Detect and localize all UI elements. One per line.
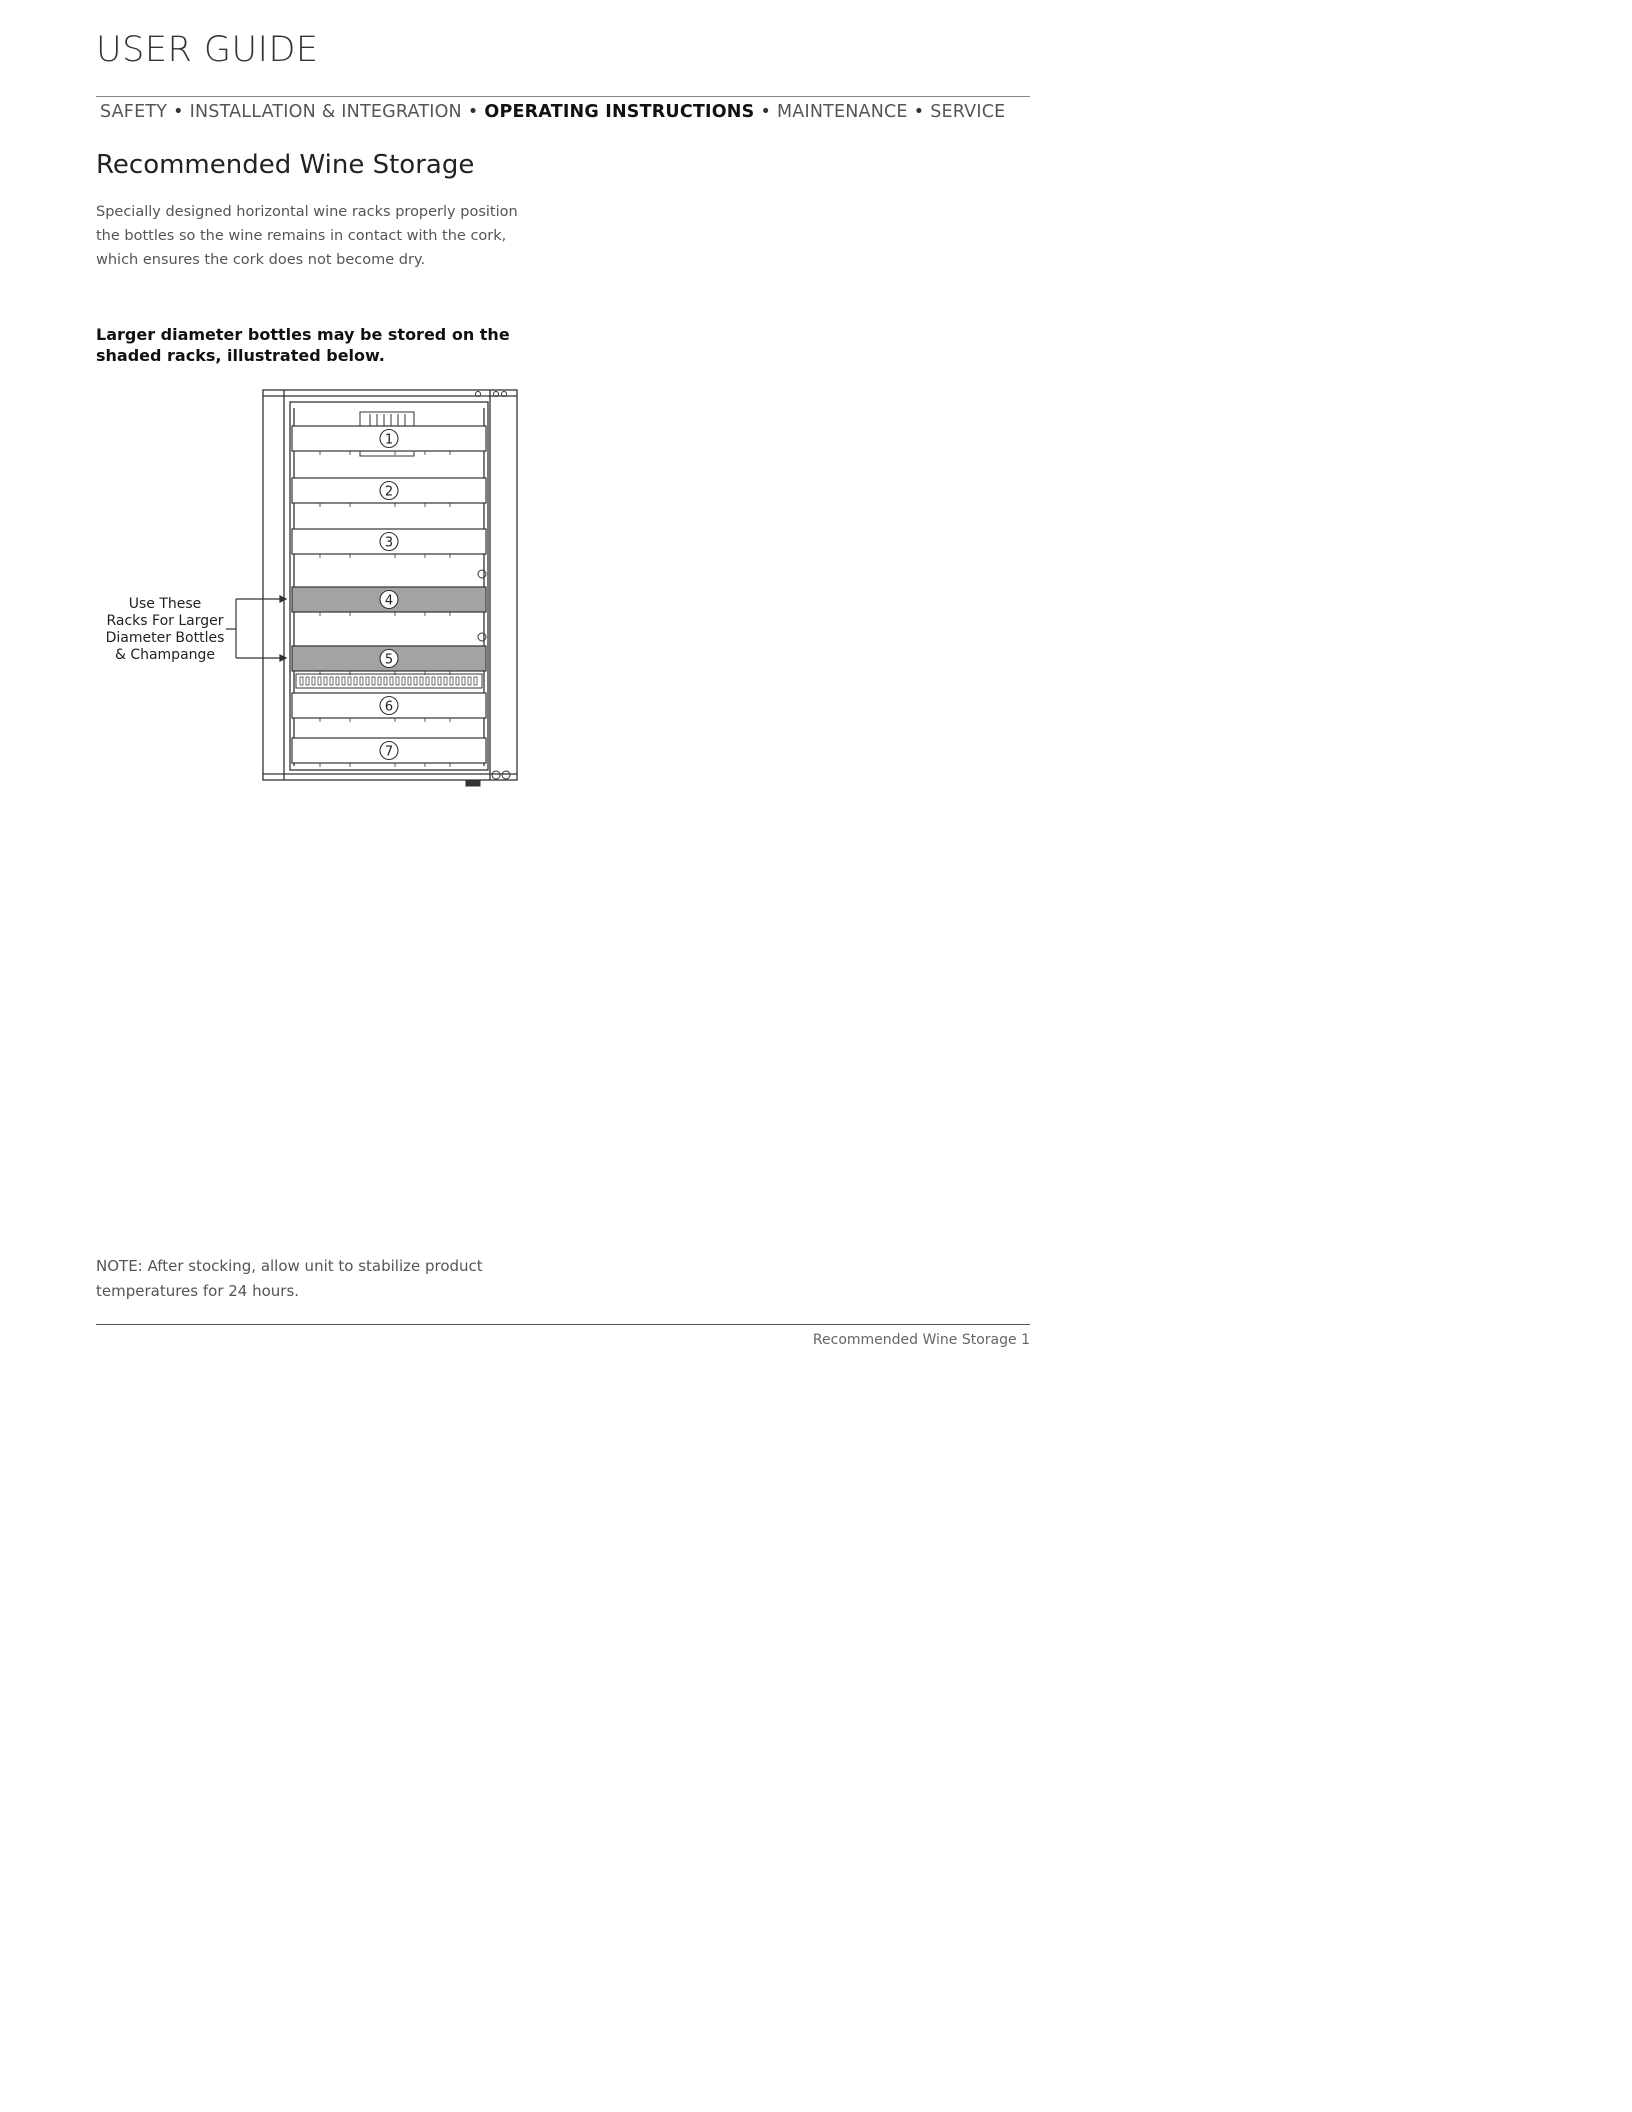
nav-bullet: • [913,102,925,122]
vent-slot [462,677,465,685]
rack-6 [292,693,486,722]
vent-slot [384,677,387,685]
footer-divider [96,1324,1030,1325]
callout-line: Racks For Larger [106,613,224,629]
vent-slot [312,677,315,685]
callout-label [96,596,234,664]
racks-layer [292,426,486,767]
section-title: Recommended Wine Storage [96,150,475,180]
vent-slot [414,677,417,685]
rack-5 [292,646,486,675]
vent-slot [426,677,429,685]
vent-slot [402,677,405,685]
intro-line: which ensures the cork does not become dry. [96,252,426,268]
vent-slot [456,677,459,685]
vent-slot [438,677,441,685]
nav-item-installation: INSTALLATION & INTEGRATION [189,102,462,122]
rack-number-label: 4 [384,593,394,609]
stabilize-note [96,1254,556,1304]
callout-line: & Champange [114,647,216,663]
page-footer: Recommended Wine Storage 1 [812,1332,1030,1348]
vent-slot [420,677,423,685]
rack-number-label: 3 [384,535,394,551]
vent-slot [324,677,327,685]
section-navigation [100,102,1030,122]
vent-slot [366,677,369,685]
vent-slot [432,677,435,685]
vent-slot [474,677,477,685]
large-bottle-note [96,324,556,366]
nav-bullet: • [760,102,771,122]
vent-slot [330,677,333,685]
vent-slot [444,677,447,685]
vent-slot [390,677,393,685]
note-line: NOTE: After stocking, allow unit to stabilize product [96,1257,483,1275]
nav-bullet: • [173,102,184,122]
rack-number-label: 1 [384,432,394,448]
rack-2 [292,478,486,507]
vent-slot [318,677,321,685]
rack-number-label: 7 [384,744,394,760]
intro-line: Specially designed horizontal wine racks properly position [96,204,518,220]
vent-slot [372,677,375,685]
callout-line: Use These [128,596,202,612]
vent-strip [296,674,482,688]
rack-4 [292,587,486,616]
vent-slot [378,677,381,685]
vent-slot [468,677,471,685]
vent-slot [342,677,345,685]
nav-item-safety: SAFETY [100,102,168,122]
vent-slot [300,677,303,685]
header-divider [96,96,1030,97]
rack-number-label: 6 [384,699,394,715]
large-bottle-note-line: Larger diameter bottles may be stored on the [96,325,510,344]
rack-3 [292,529,486,558]
intro-line: the bottles so the wine remains in contact with the cork, [96,228,507,244]
nav-item-operating-instructions: OPERATING INSTRUCTIONS [484,102,755,122]
rack-number-label: 5 [384,652,394,668]
large-bottle-note-line: shaded racks, illustrated below. [96,346,385,365]
vent-slot [396,677,399,685]
note-line: temperatures for 24 hours. [96,1282,300,1300]
rack-1 [292,426,486,455]
page-title: USER GUIDE [96,30,319,70]
vent-slot [336,677,339,685]
callout-bracket [226,596,286,661]
nav-item-maintenance: MAINTENANCE [776,102,908,122]
vent-slot [360,677,363,685]
rack-7 [292,738,486,767]
nav-bullet: • [467,102,479,122]
vent-slot [354,677,357,685]
vent-slot [348,677,351,685]
rack-number-label: 2 [384,484,394,500]
vent-slot [408,677,411,685]
callout-line: Diameter Bottles [105,630,225,646]
vent-slot [306,677,309,685]
wine-cooler-diagram [220,384,530,794]
nav-item-service: SERVICE [930,102,1006,122]
intro-paragraph [96,200,546,272]
vent-slot [450,677,453,685]
